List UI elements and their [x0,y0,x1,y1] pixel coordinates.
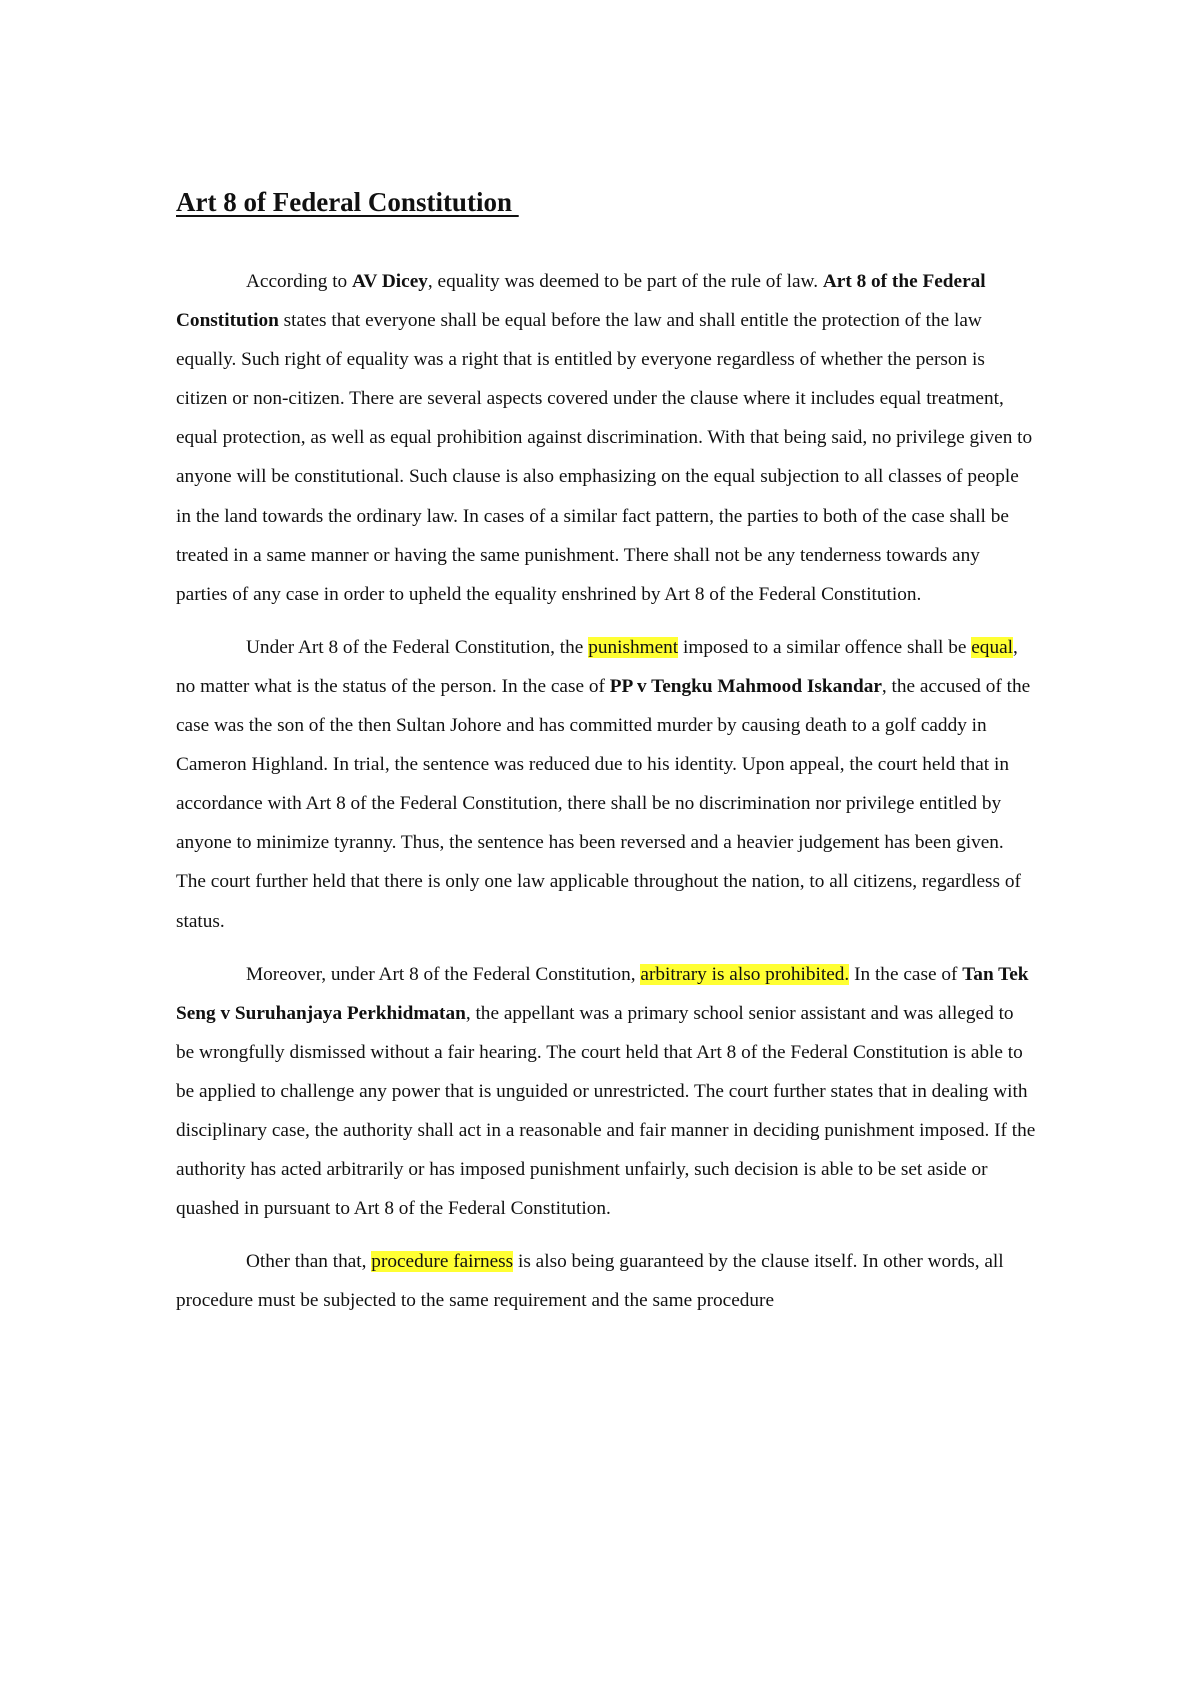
document-body [176,262,1036,1334]
highlight-procedure-fairness: procedure fairness [371,1251,514,1273]
text-segment: , no matter what is the status of the person. In the case of [176,636,1018,697]
text-segment: In the case of [849,963,963,985]
text-segment: is also being guaranteed by the clause itself. In other words, all procedure must be subjected to the same requirement and the same procedure [176,1251,1004,1312]
paragraph-dicey [176,262,1036,614]
text-segment: Under Art 8 of the Federal Constitution, the [246,636,589,658]
text-segment: , equality was deemed to be part of the rule of law. [427,271,823,292]
text-segment: Moreover, under Art 8 of the Federal Constitution, [246,963,641,985]
text-segment: Other than that, [246,1251,372,1273]
document-title: Art 8 of Federal Constitution [176,187,519,217]
bold-text-art8: Art 8 of the Federal Constitution [176,271,986,332]
bold-text-av-dicey: AV Dicey [352,271,428,292]
text-segment: , the appellant was a primary school senior assistant and was alleged to be wrongfully dismissed without a fair hearing. The court held that Art 8 of the Federal Constitution is able to be applied to challenge any power that is unguided or unrestricted. The court further states that in dealing with disciplinary case, the authority shall act in a reasonable and fair manner in deciding punishment imposed. If the authority has acted arbitrarily or has imposed punishment unfairly, such decision is able to be set aside or quashed in pursuant to Art 8 of the Federal Constitution. [176,1002,1036,1220]
text-segment: states that everyone shall be equal before the law and shall entitle the protection of the law equally. Such right of equality was a right that is entitled by everyone regardless of whether the person is citizen or non-citizen. There are several aspects covered under the clause where it includes equal treatment, equal protection, as well as equal prohibition against discrimination. With that being said, no privilege given to anyone will be constitutional. Such clause is also emphasizing on the equal subjection to all classes of people in the land towards the ordinary law. In cases of a similar fact pattern, the parties to both of the case shall be treated in a same manner or having the same punishment. There shall not be any tenderness towards any parties of any case in order to upheld the equality enshrined by Art 8 of the Federal Constitution. [176,310,1033,605]
paragraph-arbitrary [176,955,1036,1229]
text-segment: According to [246,271,353,292]
paragraph-punishment [176,628,1036,941]
highlight-arbitrary: arbitrary is also prohibited. [640,963,850,985]
text-segment: , the accused of the case was the son of the then Sultan Johore and has committed murder by causing death to a golf caddy in Cameron Highland. In trial, the sentence was reduced due to his identity. Upon appeal, the court held that in accordance with Art 8 of the Federal Constitution, there shall be no discrimination nor privilege entitled by anyone to minimize tyranny. Thus, the sentence has been reversed and a heavier judgement has been given. The court further held that there is only one law applicable throughout the nation, to all citizens, regardless of status. [176,675,1031,932]
highlight-punishment: punishment [588,636,679,658]
highlight-equal: equal [971,636,1014,658]
bold-case-tengku-mahmood: PP v Tengku Mahmood Iskandar [609,675,882,697]
text-segment: imposed to a similar offence shall be [678,636,972,658]
bold-case-tan-tek-seng: Tan Tek Seng v Suruhanjaya Perkhidmatan [176,963,1029,1024]
paragraph-procedure [176,1242,1036,1320]
